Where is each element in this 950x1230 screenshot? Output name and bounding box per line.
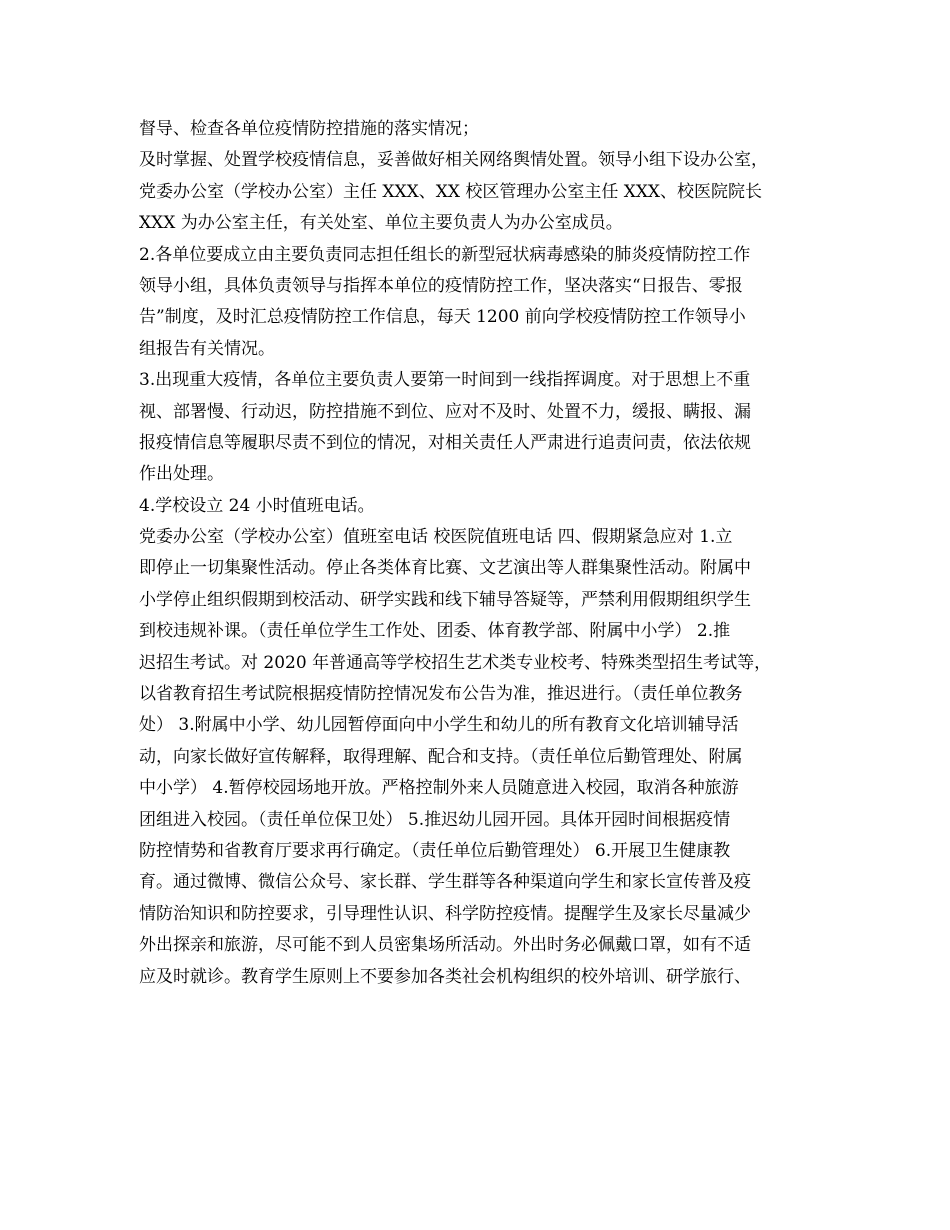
text-line: 迟招生考试。对 2020 年普通高等学校招生艺术类专业校考、特殊类型招生考试等， [139, 652, 772, 673]
text-line: 及时掌握、处置学校疫情信息，妥善做好相关网络舆情处置。领导小组下设办公室， [139, 150, 768, 171]
text-line: 小学停止组织假期到校活动、研学实践和线下辅导答疑等，严禁利用假期组织学生 [139, 589, 751, 610]
text-line: 4.学校设立 24 小时值班电话。 [139, 495, 375, 516]
text-line: 处） 3.附属中小学、幼儿园暂停面向中小学生和幼儿的所有教育文化培训辅导活 [139, 715, 739, 736]
text-line: 以省教育招生考试院根据疫情防控情况发布公告为准，推迟进行。（责任单位教务 [139, 684, 743, 705]
text-line: 作出处理。 [139, 464, 224, 485]
document-body [139, 114, 829, 993]
text-line: 防控情势和省教育厅要求再行确定。（责任单位后勤管理处） 6.开展卫生健康教 [139, 840, 731, 861]
text-line: 告”制度，及时汇总疫情防控工作信息，每天 1200 前向学校疫情防控工作领导小 [139, 307, 746, 328]
text-line: 组报告有关情况。 [139, 338, 275, 359]
text-line: 党委办公室（学校办公室）主任 XXX、XX 校区管理办公室主任 XXX、校医院院长 [139, 181, 763, 202]
text-line: 应及时就诊。教育学生原则上不要参加各类社会机构组织的校外培训、研学旅行、 [139, 966, 751, 987]
text-line: 报疫情信息等履职尽责不到位的情况，对相关责任人严肃进行追责问责，依法依规 [139, 432, 751, 453]
text-line: 视、部署慢、行动迟，防控措施不到位、应对不及时、处置不力，缓报、瞒报、漏 [139, 401, 751, 422]
text-line: 即停止一切集聚性活动。停止各类体育比赛、文艺演出等人群集聚性活动。附属中 [139, 558, 751, 579]
text-line: 动，向家长做好宣传解释，取得理解、配合和支持。（责任单位后勤管理处、附属 [139, 746, 743, 767]
text-line: 情防治知识和防控要求，引导理性认识、科学防控疫情。提醒学生及家长尽量减少 [139, 903, 751, 924]
text-line: 3.出现重大疫情，各单位主要负责人要第一时间到一线指挥调度。对于思想上不重 [139, 370, 751, 391]
text-line: 育。通过微博、微信公众号、家长群、学生群等各种渠道向学生和家长宣传普及疫 [139, 872, 751, 893]
text-line: 2.各单位要成立由主要负责同志担任组长的新型冠状病毒感染的肺炎疫情防控工作 [139, 244, 751, 265]
text-line: 到校违规补课。（责任单位学生工作处、团委、体育教学部、附属中小学） 2.推 [139, 621, 731, 642]
text-line: 督导、检查各单位疫情防控措施的落实情况； [139, 119, 479, 139]
text-line: 外出探亲和旅游，尽可能不到人员密集场所活动。外出时务必佩戴口罩，如有不适 [139, 935, 751, 956]
text-line: 领导小组，具体负责领导与指挥本单位的疫情防控工作，坚决落实“日报告、零报 [139, 275, 743, 296]
text-line: 党委办公室（学校办公室）值班室电话 校医院值班电话 四、假期紧急应对 1.立 [139, 527, 733, 548]
text-line: XXX 为办公室主任，有关处室、单位主要负责人为办公室成员。 [139, 213, 623, 234]
text-line: 团组进入校园。（责任单位保卫处） 5.推迟幼儿园开园。具体开园时间根据疫情 [139, 809, 731, 830]
text-line: 中小学） 4.暂停校园场地开放。严格控制外来人员随意进入校园，取消各种旅游 [139, 778, 739, 799]
